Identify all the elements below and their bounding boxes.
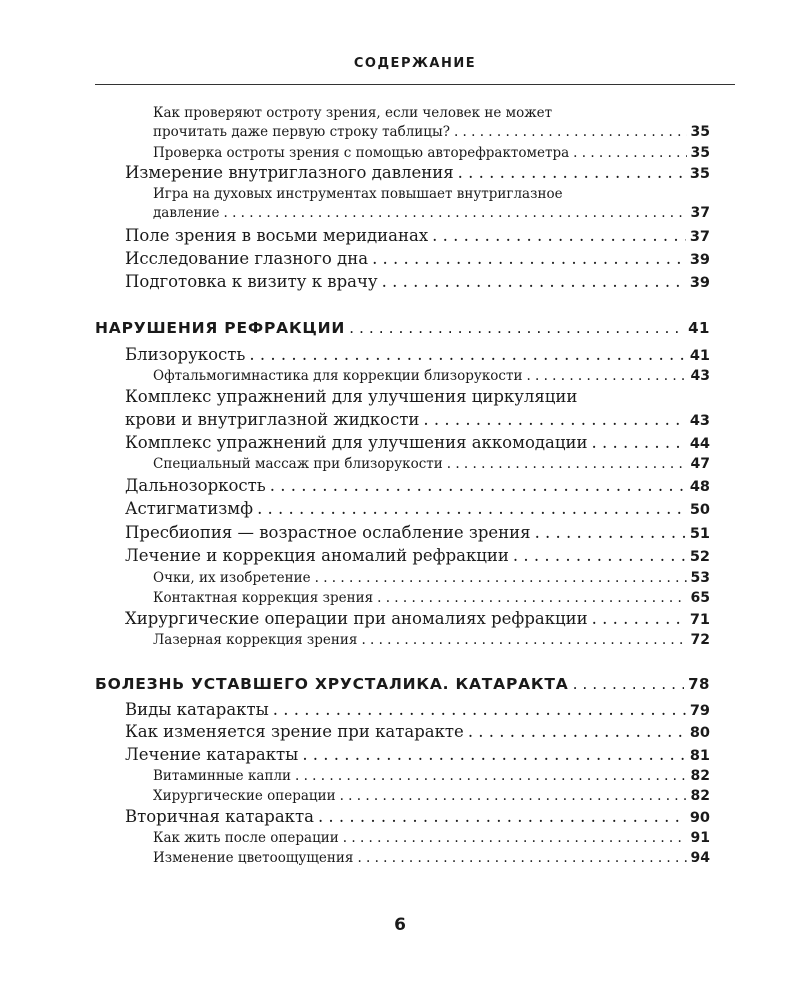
toc-page-number: 50	[689, 502, 710, 518]
toc-entry-title: Пресбиопия — возрастное ослабление зрения	[125, 523, 531, 542]
toc-entry-title: Подготовка к визиту к врачу	[125, 272, 378, 291]
dot-leader	[343, 830, 687, 846]
toc-entry-title: Лечение катаракты	[125, 745, 299, 764]
dot-leader	[318, 807, 686, 826]
dot-leader	[377, 590, 686, 606]
dot-leader	[513, 546, 686, 565]
toc-entry	[153, 145, 710, 161]
toc-entry	[125, 272, 710, 291]
toc-page-number: 94	[690, 850, 710, 866]
dot-leader	[573, 145, 686, 161]
dot-leader	[382, 272, 686, 291]
dot-leader	[592, 609, 686, 628]
toc-chapter	[95, 319, 710, 337]
toc-entry-title: Изменение цветоощущения	[153, 850, 354, 866]
dot-leader	[257, 499, 686, 518]
toc-entry	[153, 632, 710, 648]
dot-leader	[349, 319, 684, 337]
toc-page-number: 80	[689, 725, 710, 741]
toc-page-number: 53	[690, 570, 710, 586]
toc-page-number: 52	[689, 549, 710, 565]
toc-entry	[125, 163, 710, 182]
toc-entry-title: Лечение и коррекция аномалий рефракции	[125, 546, 509, 565]
dot-leader	[535, 523, 686, 542]
toc-entry	[153, 124, 710, 140]
toc-entry	[125, 499, 710, 518]
toc-page-number: 82	[690, 768, 710, 784]
toc-entry-title: Как изменяется зрение при катаракте	[125, 722, 464, 741]
toc-entry	[125, 700, 710, 719]
toc-page-number: 48	[689, 479, 710, 495]
toc-entry-text: Комплекс упражнений для улучшения циркуляции	[125, 387, 578, 406]
toc-entry-title: Вторичная катаракта	[125, 807, 314, 826]
toc-page-number: 37	[690, 205, 710, 221]
dot-leader	[295, 768, 687, 784]
toc-page-number: 82	[690, 788, 710, 804]
toc-page-number: 43	[689, 413, 710, 429]
dot-leader	[315, 570, 687, 586]
toc-entry	[125, 226, 710, 245]
toc-entry	[153, 788, 710, 804]
toc-entry-title: крови и внутриглазной жидкости	[125, 410, 420, 429]
toc-entry	[153, 590, 710, 606]
dot-leader	[302, 745, 686, 764]
toc-entry	[125, 745, 710, 764]
toc-page-number: 90	[689, 810, 710, 826]
toc-page-number: 39	[689, 252, 710, 268]
running-header: СОДЕРЖАНИЕ	[353, 56, 477, 71]
dot-leader	[454, 124, 687, 140]
toc-page-number: 78	[688, 675, 710, 693]
dot-leader	[423, 410, 685, 429]
toc-entry-title: Офтальмогимнастика для коррекции близорукости	[153, 368, 523, 384]
toc-entry	[153, 368, 710, 384]
toc-entry	[125, 476, 710, 495]
toc-entry-title: Дальнозоркость	[125, 476, 266, 495]
toc-entry-text: Как проверяют остроту зрения, если человек не может	[153, 105, 553, 121]
toc-entry-title: Комплекс упражнений для улучшения аккомодации	[125, 433, 588, 452]
toc-entry	[153, 768, 710, 784]
toc-page-number: 47	[690, 456, 710, 472]
toc-entry-title: Хирургические операции	[153, 788, 336, 804]
toc-page-number: 43	[690, 368, 710, 384]
toc-page-number: 35	[690, 145, 710, 161]
toc-entry-title: Исследование глазного дна	[125, 249, 369, 268]
toc-page-number: 44	[689, 436, 710, 452]
toc-page-number: 41	[688, 319, 710, 337]
toc-entry	[125, 546, 710, 565]
toc-entry	[125, 345, 710, 364]
dot-leader	[249, 345, 685, 364]
toc-entry-title: Проверка остроты зрения с помощью авторефрактометра	[153, 145, 570, 161]
toc-entry	[153, 570, 710, 586]
toc-page-number: 91	[690, 830, 710, 846]
toc-page-number: 41	[689, 348, 710, 364]
toc-entry-title: Хирургические операции при аномалиях рефракции	[125, 609, 588, 628]
toc-entry	[153, 205, 710, 221]
toc-entry-title: Контактная коррекция зрения	[153, 590, 374, 606]
toc-entry	[125, 523, 710, 542]
toc-entry-title: давление	[153, 205, 220, 221]
toc-chapter-title: НАРУШЕНИЯ РЕФРАКЦИИ	[95, 319, 346, 337]
toc-page-number: 71	[689, 612, 710, 628]
toc-page-number: 37	[689, 229, 710, 245]
toc-page-number: 39	[689, 275, 710, 291]
dot-leader	[361, 632, 686, 648]
toc-entry	[125, 249, 710, 268]
toc-chapter	[95, 675, 710, 693]
toc-chapter-title: БОЛЕЗНЬ УСТАВШЕГО ХРУСТАЛИКА. КАТАРАКТА	[95, 675, 569, 693]
toc-entry	[153, 456, 710, 472]
toc-entry-title: Виды катаракты	[125, 700, 269, 719]
toc-entry	[125, 722, 710, 741]
toc-entry	[153, 850, 710, 866]
toc-entry-title: Лазерная коррекция зрения	[153, 632, 358, 648]
toc-page-number: 72	[690, 632, 710, 648]
toc-entry	[153, 830, 710, 846]
toc-page-number: 35	[689, 166, 710, 182]
toc-entry	[125, 433, 710, 452]
toc-entry-title: Близорукость	[125, 345, 246, 364]
page-number: 6	[394, 915, 406, 935]
toc-entry-title: Специальный массаж при близорукости	[153, 456, 443, 472]
toc-entry-title: Очки, их изобретение	[153, 570, 311, 586]
dot-leader	[468, 722, 686, 741]
toc-page-number: 51	[689, 526, 710, 542]
toc-entry-title: Поле зрения в восьми меридианах	[125, 226, 429, 245]
toc-page-number: 79	[689, 703, 710, 719]
toc-entry	[125, 410, 710, 429]
toc-entry	[125, 609, 710, 628]
dot-leader	[224, 205, 687, 221]
dot-leader	[372, 249, 686, 268]
dot-leader	[591, 433, 685, 452]
toc-entry-title: прочитать даже первую строку таблицы?	[153, 124, 450, 140]
toc-entry-title: Витаминные капли	[153, 768, 292, 784]
dot-leader	[573, 675, 685, 693]
toc-page-number: 65	[690, 590, 710, 606]
dot-leader	[270, 476, 686, 495]
dot-leader	[526, 368, 686, 384]
dot-leader	[340, 788, 687, 804]
dot-leader	[357, 850, 686, 866]
dot-leader	[458, 163, 686, 182]
toc-entry-text: Игра на духовых инструментах повышает внутриглазное	[153, 186, 563, 202]
dot-leader	[432, 226, 686, 245]
dot-leader	[273, 700, 686, 719]
toc-entry-title: Астигматизмф	[125, 499, 254, 518]
dot-leader	[447, 456, 687, 472]
toc-entry	[125, 807, 710, 826]
toc-page-number: 35	[690, 124, 710, 140]
toc-entry-title: Как жить после операции	[153, 830, 339, 846]
toc-entry-title: Измерение внутриглазного давления	[125, 163, 454, 182]
toc-page-number: 81	[689, 748, 710, 764]
